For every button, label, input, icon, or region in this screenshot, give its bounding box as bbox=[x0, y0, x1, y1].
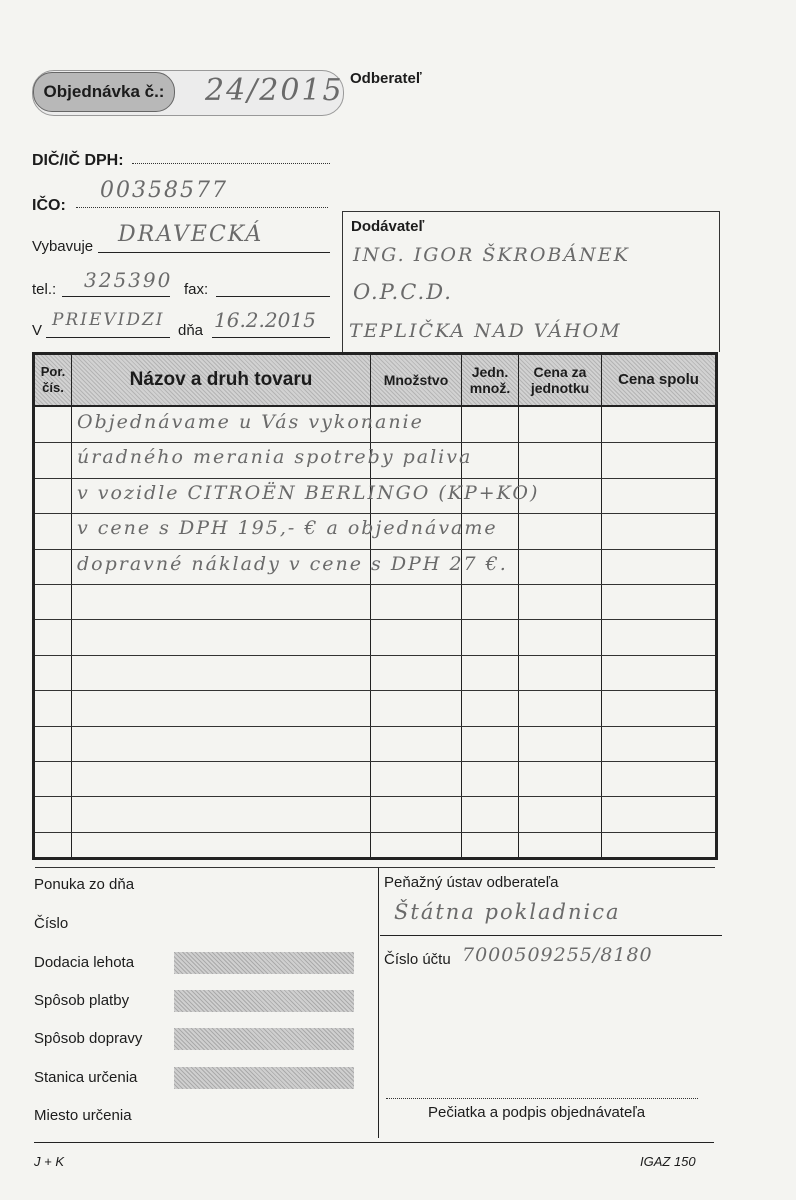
v-value: PRIEVIDZI bbox=[52, 310, 165, 330]
signature-label: Pečiatka a podpis objednávateľa bbox=[428, 1104, 646, 1121]
supplier-line-3: TEPLIČKA NAD VÁHOM bbox=[349, 320, 622, 342]
header-jedn: Jedn. množ. bbox=[469, 364, 511, 396]
platba-field bbox=[174, 990, 354, 1012]
doprava-field bbox=[174, 1028, 354, 1050]
table-row-divider bbox=[35, 478, 715, 479]
stanica-label: Stanica určenia bbox=[34, 1069, 138, 1086]
ico-value: 00358577 bbox=[100, 178, 228, 203]
items-table bbox=[32, 352, 718, 860]
tel-label: tel.: bbox=[32, 281, 57, 298]
order-label: Objednávka č.: bbox=[33, 72, 175, 112]
order-number-value: 24/2015 bbox=[205, 73, 344, 108]
supplier-label: Dodávateľ bbox=[351, 218, 425, 235]
table-row-divider bbox=[35, 832, 715, 833]
stanica-field bbox=[174, 1067, 354, 1089]
dodacia-label: Dodacia lehota bbox=[34, 954, 135, 971]
supplier-line-1: ING. IGOR ŠKROBÁNEK bbox=[353, 244, 630, 266]
bank-line bbox=[380, 934, 722, 936]
fax-label: fax: bbox=[184, 281, 209, 298]
cislo-label: Číslo bbox=[34, 915, 69, 932]
vybavuje-field bbox=[98, 251, 330, 253]
footer-line bbox=[34, 1142, 714, 1143]
table-row-divider bbox=[35, 655, 715, 656]
bank-value: Štátna pokladnica bbox=[394, 900, 621, 924]
table-row: Objednávame u Vás vykonanie bbox=[77, 411, 424, 433]
fax-field bbox=[216, 295, 330, 297]
table-row-divider bbox=[35, 442, 715, 443]
vybavuje-label: Vybavuje bbox=[32, 238, 94, 255]
tel-value: 325390 bbox=[84, 268, 173, 292]
table-row-divider bbox=[35, 761, 715, 762]
table-row: v cene s DPH 195,- € a objednávame bbox=[77, 517, 498, 539]
header-nazov: Názov a druh tovaru bbox=[129, 369, 313, 390]
header-mnozstvo: Množstvo bbox=[383, 372, 449, 388]
dic-field bbox=[132, 162, 330, 164]
table-row: dopravné náklady v cene s DPH 27 €. bbox=[77, 553, 508, 575]
table-row-divider bbox=[35, 726, 715, 727]
table-row-divider bbox=[35, 867, 715, 868]
account-value: 7000509255/8180 bbox=[462, 944, 653, 966]
miesto-label: Miesto určenia bbox=[34, 1107, 132, 1124]
dodacia-field bbox=[174, 952, 354, 974]
header-cena-spolu: Cena spolu bbox=[618, 371, 699, 388]
dna-label: dňa bbox=[178, 322, 204, 339]
table-row-divider bbox=[35, 549, 715, 550]
doprava-label: Spôsob dopravy bbox=[34, 1030, 143, 1047]
buyer-label: Odberateľ bbox=[350, 70, 422, 87]
table-header bbox=[35, 355, 715, 407]
bank-label: Peňažný ústav odberateľa bbox=[384, 874, 559, 891]
account-label: Číslo účtu bbox=[384, 951, 451, 968]
v-field bbox=[46, 336, 170, 338]
ponuka-label: Ponuka zo dňa bbox=[34, 876, 135, 893]
supplier-box bbox=[342, 211, 720, 352]
ico-field bbox=[76, 206, 328, 208]
table-row-divider bbox=[35, 690, 715, 691]
table-row-divider bbox=[35, 584, 715, 585]
table-row: úradného merania spotreby paliva bbox=[77, 446, 473, 468]
table-row: v vozidle CITROËN BERLINGO (KP+KO) bbox=[77, 482, 540, 504]
table-row-divider bbox=[35, 513, 715, 514]
dna-field bbox=[212, 336, 330, 338]
header-cena-za: Cena za jednotku bbox=[530, 364, 590, 396]
platba-label: Spôsob platby bbox=[34, 992, 130, 1009]
footer-right: IGAZ 150 bbox=[640, 1154, 696, 1169]
v-label: V bbox=[32, 322, 43, 339]
supplier-line-2: O.P.C.D. bbox=[353, 280, 453, 304]
dic-label: DIČ/IČ DPH: bbox=[32, 152, 124, 169]
signature-line bbox=[386, 1097, 698, 1099]
vybavuje-value: DRAVECKÁ bbox=[118, 222, 264, 247]
footer-left: J + K bbox=[34, 1154, 64, 1169]
table-row-divider bbox=[35, 619, 715, 620]
tel-field bbox=[62, 295, 170, 297]
dna-value: 16.2.2015 bbox=[214, 308, 316, 332]
table-row-divider bbox=[35, 796, 715, 797]
header-por: Por. čís. bbox=[40, 364, 66, 395]
ico-label: IČO: bbox=[32, 197, 66, 214]
bottom-divider bbox=[378, 868, 379, 1138]
